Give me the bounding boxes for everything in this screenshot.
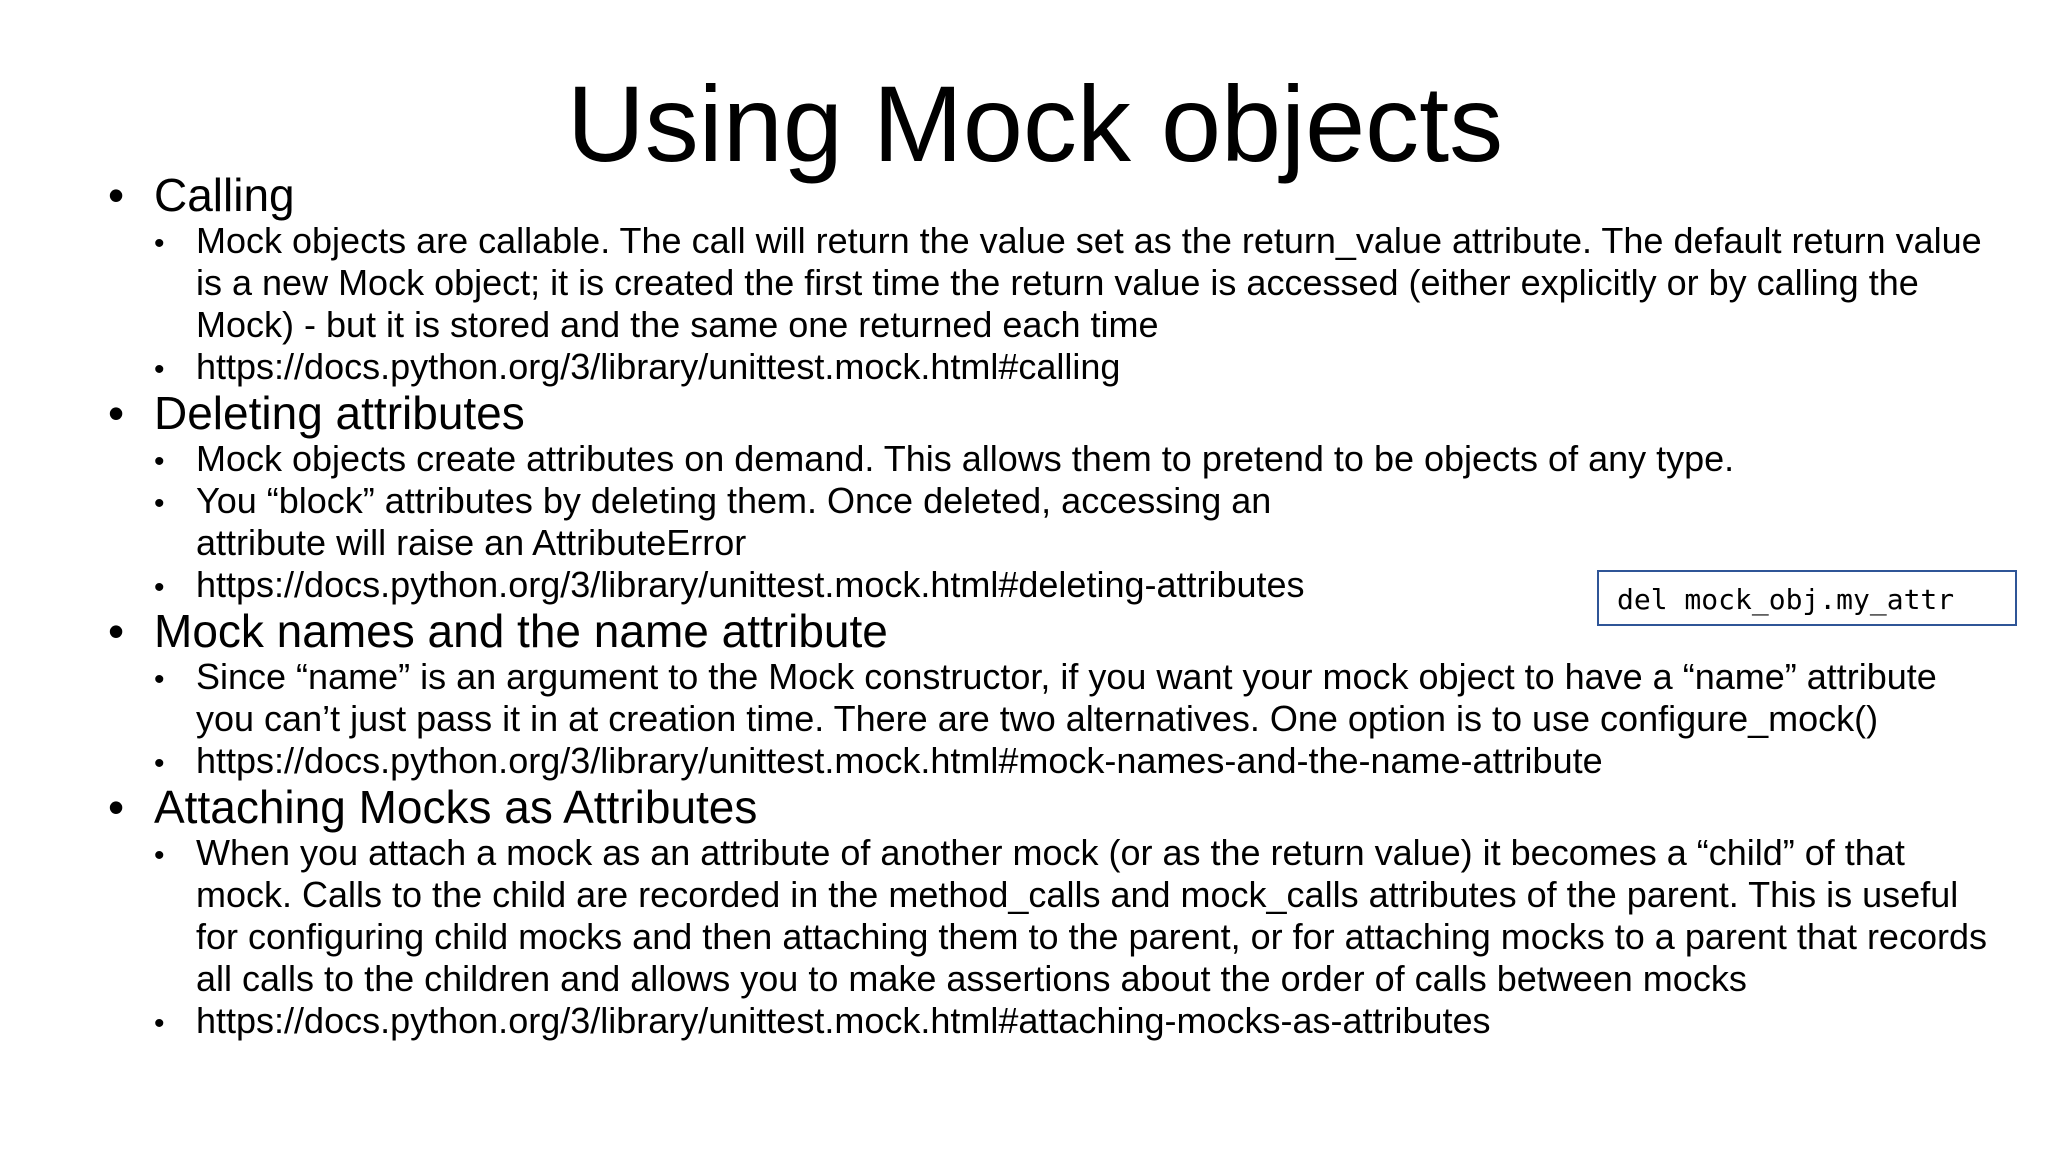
bullet-icon: • (108, 169, 125, 221)
doc-link[interactable]: https://docs.python.org/3/library/unittest.mock.html#calling (196, 346, 1121, 387)
list-item (154, 346, 1988, 388)
doc-link[interactable]: https://docs.python.org/3/library/unittest.mock.html#mock-names-and-the-name-attribute (196, 740, 1603, 781)
list-item (154, 832, 1988, 1000)
sub-bullet-icon: • (154, 353, 165, 386)
topic-attaching-mocks (108, 782, 1988, 1042)
doc-link[interactable]: https://docs.python.org/3/library/unittest.mock.html#attaching-mocks-as-attributes (196, 1000, 1491, 1041)
sub-list (154, 832, 1988, 1042)
topic-heading: Attaching Mocks as Attributes (154, 781, 758, 833)
list-item (154, 656, 1988, 740)
list-item (154, 438, 1988, 480)
sub-bullet-icon: • (154, 839, 165, 872)
topic-mock-names (108, 606, 1988, 782)
list-item-text: Mock objects create attributes on demand. This allows them to pretend to be objects of any type. (196, 438, 1735, 479)
sub-bullet-icon: • (154, 227, 165, 260)
bullet-icon: • (108, 781, 125, 833)
topic-calling (108, 170, 1988, 388)
sub-bullet-icon: • (154, 1007, 165, 1040)
sub-list (154, 220, 1988, 388)
sub-bullet-icon: • (154, 487, 165, 520)
list-item (154, 740, 1988, 782)
topic-heading: Mock names and the name attribute (154, 605, 888, 657)
sub-bullet-icon: • (154, 747, 165, 780)
sub-bullet-icon: • (154, 663, 165, 696)
sub-bullet-icon: • (154, 445, 165, 478)
sub-list (154, 656, 1988, 782)
sub-bullet-icon: • (154, 571, 165, 604)
list-item-text: You “block” attributes by deleting them. Once deleted, accessing an attribute will raise an AttributeError (196, 480, 1272, 563)
list-item-text: When you attach a mock as an attribute of another mock (or as the return value) it becomes a “child” of that mock. Calls to the child are recorded in the method_calls and mock_calls attributes of the parent. This is useful for configuring child mocks and then attaching them to the parent, or for attaching mocks to a parent that records all calls to the children and allows you to make assertions about the order of calls between mocks (196, 832, 1987, 999)
list-item (154, 1000, 1988, 1042)
list-item (154, 220, 1988, 346)
bullet-icon: • (108, 605, 125, 657)
list-item (154, 480, 1988, 564)
list-item-text: Since “name” is an argument to the Mock constructor, if you want your mock object to have a “name” attribute you can’t just pass it in at creation time. There are two alternatives. One option is to use configure_mock() (196, 656, 1937, 739)
code-snippet-box: del mock_obj.my_attr (1597, 570, 2017, 626)
bullet-icon: • (108, 387, 125, 439)
topic-heading: Deleting attributes (154, 387, 525, 439)
doc-link[interactable]: https://docs.python.org/3/library/unittest.mock.html#deleting-attributes (196, 564, 1305, 605)
topic-heading: Calling (154, 169, 295, 221)
list-item-text: Mock objects are callable. The call will return the value set as the return_value attribute. The default return value is a new Mock object; it is created the first time the return value is accessed (either explicitly or by calling the Mock) - but it is stored and the same one returned each time (196, 220, 1982, 345)
slide-title: Using Mock objects (566, 63, 1504, 184)
